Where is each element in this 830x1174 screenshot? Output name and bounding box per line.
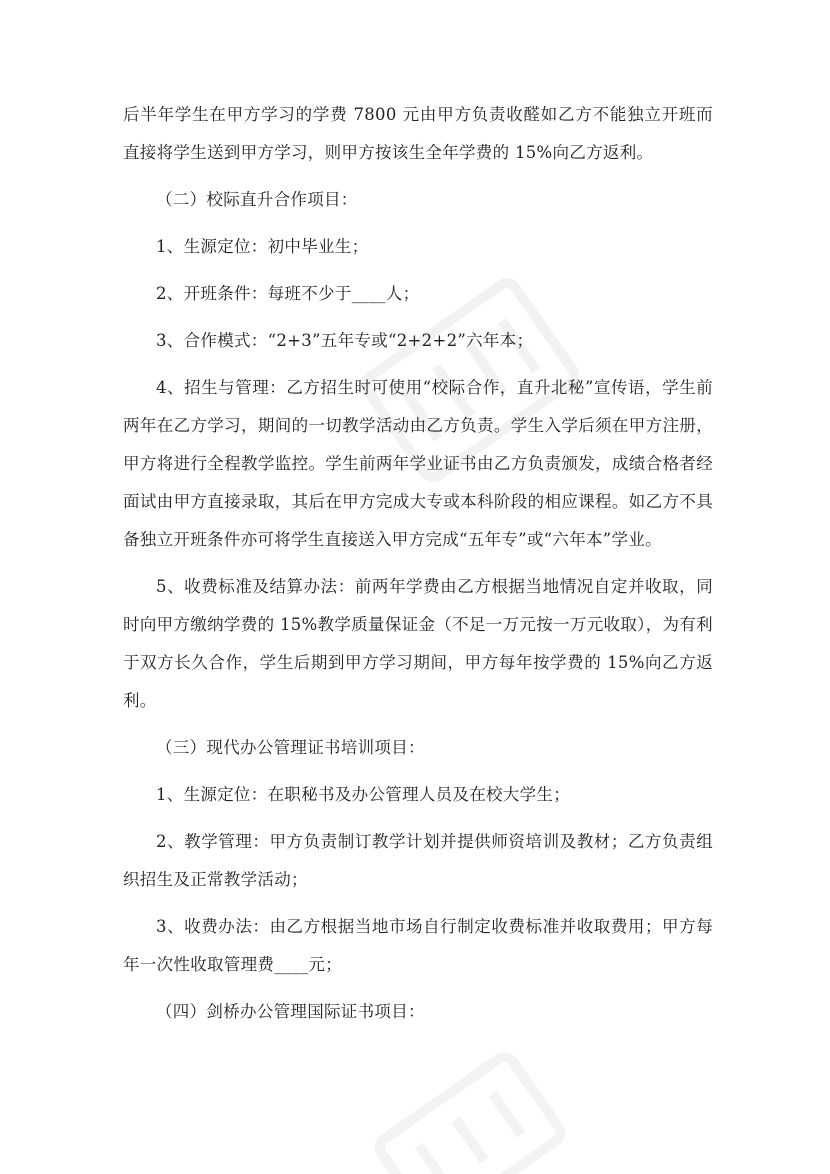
item-class-conditions: 2、开班条件：每班不少于____人； [156, 284, 420, 303]
paragraph-tuition-rebate: 后半年学生在甲方学习的学费 7800 元由甲方负责收醛如乙方不能独立开班而直接将学生送到甲方学习，则甲方按该生全年学费的 15%向乙方返利。 [123, 105, 713, 162]
item-cooperation-mode: 3、合作模式：“2+3”五年专或“2+2+2”六年本； [156, 331, 534, 350]
item-teaching-management: 2、教学管理：甲方负责制订教学计划并提供师资培训及教材；乙方负责组织招生及正常教学活动； [123, 832, 713, 889]
heading-section-four: （四）剑桥办公管理国际证书项目： [156, 1002, 425, 1021]
item-fee-settlement: 5、收费标准及结算办法：前两年学费由乙方根据当地情况自定并收取，同时向甲方缴纳学费的 15%教学质量保证金（不足一万元按一万元收取），为有利于双方长久合作，学生后期到甲方学习期间，甲方每年按学费的 15%向乙方返利。 [123, 577, 713, 710]
item-student-source: 1、生源定位：初中毕业生； [156, 237, 369, 256]
heading-section-three: （三）现代办公管理证书培训项目： [156, 738, 425, 757]
heading-section-two: （二）校际直升合作项目： [156, 190, 358, 209]
item-student-source-office: 1、生源定位：在职秘书及办公管理人员及在校大学生； [156, 785, 570, 804]
document-body [123, 96, 713, 1031]
item-recruitment-management: 4、招生与管理：乙方招生时可使用“校际合作，直升北秘”宣传语，学生前两年在乙方学习，期间的一切教学活动由乙方负责。学生入学后须在甲方注册，甲方将进行全程教学监控。学生前两年学业证书由乙方负责颁发，成绩合格者经面试由甲方直接录取，其后在甲方完成大专或本科阶段的相应课程。如乙方不具备独立开班条件亦可将学生直接送入甲方完成“五年专”或“六年本”学业。 [123, 378, 713, 549]
item-fee-method: 3、收费办法：由乙方根据当地市场自行制定收费标准并收取费用；甲方每年一次性收取管理费____元； [123, 917, 713, 974]
watermark-logo-icon-bottom [360, 1040, 580, 1174]
